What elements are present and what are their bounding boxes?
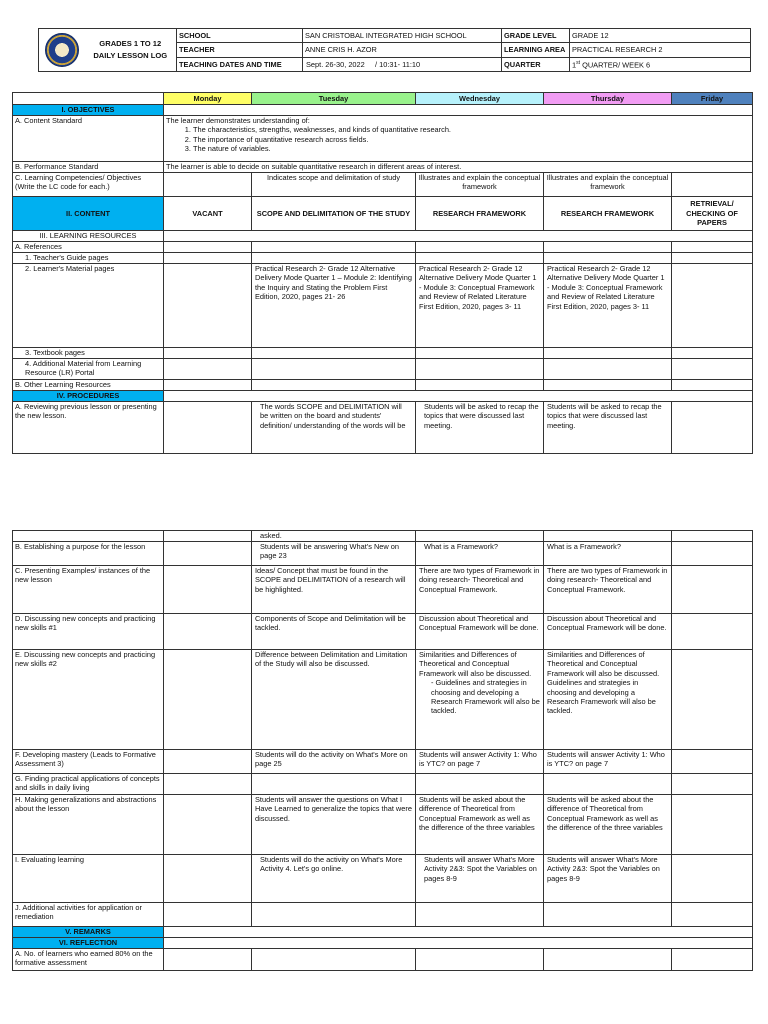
procedure-a-tuesday: The words SCOPE and DELIMITATION will be written on the board and students' definition/ understanding of the words will be	[252, 402, 416, 454]
additional-material-label: 4. Additional Material from Learning Resource (LR) Portal	[13, 359, 164, 380]
empty-cell	[672, 542, 753, 566]
empty-cell	[13, 531, 164, 542]
procedure-e-tuesday: Difference between Delimitation and Limitation of the Study will also be discussed.	[252, 650, 416, 750]
procedure-a-wednesday: Students will be asked to recap the topics that were discussed last meeting.	[416, 402, 544, 454]
empty-cell	[544, 531, 672, 542]
empty-cell	[164, 949, 252, 971]
empty-cell	[672, 774, 753, 795]
day-wednesday: Wednesday	[416, 93, 544, 105]
quarter-number: 1	[572, 60, 577, 70]
empty-cell	[164, 774, 252, 795]
procedure-d-label: D. Discussing new concepts and practicing new skills #1	[13, 614, 164, 650]
procedure-c-label: C. Presenting Examples/ instances of the new lesson	[13, 566, 164, 614]
empty-cell	[672, 402, 753, 454]
empty-cell	[544, 774, 672, 795]
procedure-c-thursday: There are two types of Framework in doing research- Theoretical and Conceptual Framework.	[544, 566, 672, 614]
empty-cell	[544, 949, 672, 971]
procedure-i-tuesday: Students will do the activity on What's More Activity 4. Let's go online.	[252, 855, 416, 903]
school-value: SAN CRISTOBAL INTEGRATED HIGH SCHOOL	[303, 29, 502, 43]
empty-cell	[252, 348, 416, 359]
reflection-a-label: A. No. of learners who earned 80% on the formative assessment	[13, 949, 164, 971]
competency-tuesday: Indicates scope and delimitation of study	[252, 173, 416, 197]
empty-cell	[164, 242, 252, 253]
area-label: LEARNING AREA	[502, 43, 570, 57]
empty-cell	[164, 614, 252, 650]
other-resources-label: B. Other Learning Resources	[13, 380, 164, 391]
empty-cell	[252, 242, 416, 253]
quarter-value	[570, 57, 751, 71]
procedure-c-tuesday: Ideas/ Concept that must be found in the SCOPE and DELIMITATION of a research will be highlighted.	[252, 566, 416, 614]
grade-label: GRADE LEVEL	[502, 29, 570, 43]
empty-cell	[672, 795, 753, 855]
empty-cell	[164, 359, 252, 380]
area-value: PRACTICAL RESEARCH 2	[570, 43, 751, 57]
day-monday: Monday	[164, 93, 252, 105]
procedure-a-tuesday-cont: asked.	[252, 531, 416, 542]
procedure-j-label: J. Additional activities for application or remediation	[13, 903, 164, 927]
empty-cell	[544, 903, 672, 927]
content-tuesday: SCOPE AND DELIMITATION OF THE STUDY	[252, 197, 416, 231]
procedure-h-tuesday: Students will answer the questions on What I Have Learned to generalize the topics that were discussed.	[252, 795, 416, 855]
empty-cell	[544, 242, 672, 253]
references-label: A. References	[13, 242, 164, 253]
procedure-f-tuesday: Students will do the activity on What's More on page 25	[252, 750, 416, 774]
empty-cell	[416, 348, 544, 359]
empty-cell	[164, 566, 252, 614]
procedure-d-thursday: Discussion about Theoretical and Conceptual Framework will be done.	[544, 614, 672, 650]
procedure-e-wednesday-bullets	[419, 678, 540, 716]
procedure-h-label: H. Making generalizations and abstractions about the lesson	[13, 795, 164, 855]
procedure-i-label: I. Evaluating learning	[13, 855, 164, 903]
competencies-label: C. Learning Competencies/ Objectives (Write the LC code for each.)	[13, 173, 164, 197]
empty-cell	[164, 105, 753, 116]
empty-cell	[416, 774, 544, 795]
empty-cell	[672, 903, 753, 927]
empty-cell	[544, 359, 672, 380]
section-reflection: VI. REFLECTION	[13, 938, 164, 949]
content-friday: RETRIEVAL/ CHECKING OF PAPERS	[672, 197, 753, 231]
list-item: 3. The nature of variables.	[193, 144, 750, 153]
competency-thursday: Illustrates and explain the conceptual framework	[544, 173, 672, 197]
empty-cell	[164, 855, 252, 903]
procedure-f-thursday: Students will answer Activity 1: Who is YTC? on page 7	[544, 750, 672, 774]
day-thursday: Thursday	[544, 93, 672, 105]
empty-cell	[164, 903, 252, 927]
deped-seal-icon	[45, 33, 79, 67]
lesson-table-part-1	[12, 92, 753, 454]
content-standard-intro: The learner demonstrates understanding of:	[166, 116, 310, 125]
empty-cell	[252, 903, 416, 927]
procedure-b-tuesday: Students will be answering What's New on page 23	[252, 542, 416, 566]
empty-cell	[672, 380, 753, 391]
procedure-d-wednesday: Discussion about Theoretical and Conceptual Framework will be done.	[416, 614, 544, 650]
content-standard-label: A. Content Standard	[13, 116, 164, 162]
empty-cell	[416, 242, 544, 253]
procedure-e-label: E. Discussing new concepts and practicing new skills #2	[13, 650, 164, 750]
title-line-1: GRADES 1 TO 12	[99, 38, 162, 48]
quarter-week: QUARTER/ WEEK 6	[580, 60, 651, 70]
teacher-label: TEACHER	[177, 43, 303, 57]
textbook-label: 3. Textbook pages	[13, 348, 164, 359]
empty-cell	[416, 949, 544, 971]
logo-cell	[39, 29, 85, 72]
content-standard-text	[164, 116, 753, 162]
learners-material-label: 2. Learner's Material pages	[13, 264, 164, 348]
teachers-guide-label: 1. Teacher's Guide pages	[13, 253, 164, 264]
procedure-i-thursday: Students will answer What's More Activity 2&3: Spot the Variables on pages 8-9	[544, 855, 672, 903]
lm-tuesday: Practical Research 2- Grade 12 Alternative Delivery Mode Quarter 1 – Module 2: Identifying the Inquiry and Stating the Problem First Edition, 2020, pages 21- 26	[252, 264, 416, 348]
empty-cell	[164, 264, 252, 348]
header-table	[38, 28, 751, 72]
empty-cell	[416, 253, 544, 264]
empty-cell	[416, 380, 544, 391]
section-remarks: V. REMARKS	[13, 927, 164, 938]
section-objectives: I. OBJECTIVES	[13, 105, 164, 116]
procedure-f-wednesday: Students will answer Activity 1: Who is YTC? on page 7	[416, 750, 544, 774]
log-title	[85, 29, 177, 72]
list-item: - Guidelines and strategies in choosing and developing a Research Framework will also be tackled.	[431, 678, 540, 716]
empty-cell	[544, 380, 672, 391]
procedure-h-wednesday: Students will be asked about the difference of Theoretical from Conceptual Framework as well as the difference of the three variables	[416, 795, 544, 855]
procedure-c-wednesday: There are two types of Framework in doing research- Theoretical and Conceptual Framework.	[416, 566, 544, 614]
content-monday: VACANT	[164, 197, 252, 231]
empty-cell	[544, 348, 672, 359]
empty-cell	[672, 359, 753, 380]
empty-cell	[164, 650, 252, 750]
dates-label: TEACHING DATES AND TIME	[177, 57, 303, 71]
section-procedures: IV. PROCEDURES	[13, 391, 164, 402]
empty-cell	[164, 542, 252, 566]
empty-cell	[672, 173, 753, 197]
content-standard-list	[166, 125, 750, 153]
list-item: 2. The importance of quantitative research across fields.	[193, 135, 750, 144]
procedure-a-thursday: Students will be asked to recap the topics that were discussed last meeting.	[544, 402, 672, 454]
dates-value: Sept. 26-30, 2022 / 10:31- 11:10	[303, 57, 502, 71]
empty-cell	[252, 774, 416, 795]
teacher-value: ANNE CRIS H. AZOR	[303, 43, 502, 57]
empty-cell	[164, 750, 252, 774]
list-item: 1. The characteristics, strengths, weaknesses, and kinds of quantitative research.	[193, 125, 750, 134]
performance-standard-text: The learner is able to decide on suitable quantitative research in different areas of interest.	[164, 162, 753, 173]
empty-cell	[252, 253, 416, 264]
school-label: SCHOOL	[177, 29, 303, 43]
empty-cell	[672, 949, 753, 971]
empty-cell	[252, 359, 416, 380]
content-thursday: RESEARCH FRAMEWORK	[544, 197, 672, 231]
competency-wednesday: Illustrates and explain the conceptual framework	[416, 173, 544, 197]
empty-cell	[672, 531, 753, 542]
empty-cell	[164, 173, 252, 197]
procedure-e-thursday: Similarities and Differences of Theoretical and Conceptual Framework will also be discussed. Guidelines and strategies in choosing and developing a Research Framework will also be tackled.	[544, 650, 672, 750]
empty-cell	[164, 253, 252, 264]
empty-cell	[672, 566, 753, 614]
procedure-e-wednesday	[416, 650, 544, 750]
empty-cell	[672, 264, 753, 348]
empty-cell	[164, 927, 753, 938]
empty-cell	[252, 380, 416, 391]
title-line-2: DAILY LESSON LOG	[93, 50, 168, 60]
empty-cell	[164, 231, 753, 242]
section-content: II. CONTENT	[13, 197, 164, 231]
empty-cell	[672, 750, 753, 774]
corner-cell	[13, 93, 164, 105]
procedure-i-wednesday: Students will answer What's More Activity 2&3: Spot the Variables on pages 8-9	[416, 855, 544, 903]
lesson-table-part-2	[12, 530, 753, 971]
empty-cell	[672, 242, 753, 253]
procedure-a-label: A. Reviewing previous lesson or presenting the new lesson.	[13, 402, 164, 454]
empty-cell	[672, 348, 753, 359]
empty-cell	[164, 391, 753, 402]
procedure-h-thursday: Students will be asked about the difference of Theoretical from Conceptual Framework as well as the difference of the three variables	[544, 795, 672, 855]
procedure-e-wednesday-text: Similarities and Differences of Theoretical and Conceptual Framework will also be discussed.	[419, 650, 532, 678]
performance-standard-label: B. Performance Standard	[13, 162, 164, 173]
lm-thursday: Practical Research 2- Grade 12 Alternative Delivery Mode Quarter 1 - Module 3: Conceptual Framework and Review of Related Literature First Edition, 2020, pages 3- 11	[544, 264, 672, 348]
empty-cell	[672, 614, 753, 650]
empty-cell	[164, 348, 252, 359]
empty-cell	[164, 380, 252, 391]
day-tuesday: Tuesday	[252, 93, 416, 105]
quarter-label: QUARTER	[502, 57, 570, 71]
procedure-b-label: B. Establishing a purpose for the lesson	[13, 542, 164, 566]
empty-cell	[416, 359, 544, 380]
procedure-b-wednesday: What is a Framework?	[416, 542, 544, 566]
day-friday: Friday	[672, 93, 753, 105]
empty-cell	[672, 855, 753, 903]
procedure-b-thursday: What is a Framework?	[544, 542, 672, 566]
procedure-f-label: F. Developing mastery (Leads to Formative Assessment 3)	[13, 750, 164, 774]
empty-cell	[544, 253, 672, 264]
empty-cell	[672, 650, 753, 750]
grade-value: GRADE 12	[570, 29, 751, 43]
procedure-g-label: G. Finding practical applications of concepts and skills in daily living	[13, 774, 164, 795]
empty-cell	[164, 795, 252, 855]
quarter-suffix: st	[576, 59, 581, 66]
section-resources: III. LEARNING RESOURCES	[13, 231, 164, 242]
empty-cell	[416, 531, 544, 542]
empty-cell	[252, 949, 416, 971]
content-wednesday: RESEARCH FRAMEWORK	[416, 197, 544, 231]
lm-wednesday: Practical Research 2- Grade 12 Alternative Delivery Mode Quarter 1 - Module 3: Conceptual Framework and Review of Related Literature First Edition, 2020, pages 3- 11	[416, 264, 544, 348]
empty-cell	[164, 531, 252, 542]
procedure-d-tuesday: Components of Scope and Delimitation will be tackled.	[252, 614, 416, 650]
empty-cell	[416, 903, 544, 927]
empty-cell	[164, 402, 252, 454]
empty-cell	[164, 938, 753, 949]
empty-cell	[672, 253, 753, 264]
